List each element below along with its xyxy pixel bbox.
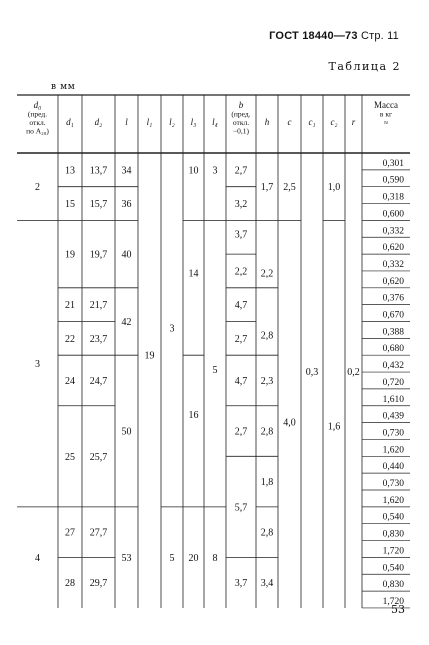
header-l2: l₂ (169, 117, 175, 127)
cell-h: 3,4 (260, 578, 274, 590)
cell-b: 4,7 (234, 300, 248, 312)
cell-d2: 29,7 (89, 578, 108, 590)
header-d0: откл. (29, 118, 46, 127)
header-d0: d₀ (33, 100, 42, 110)
cell-d2: 19,7 (89, 249, 108, 261)
cell-r: 0,2 (347, 367, 360, 379)
cell-d2: 25,7 (89, 451, 108, 463)
mass-value: 0,439 (382, 411, 404, 422)
header-d1: d₁ (66, 117, 74, 127)
cell-l3: 16 (188, 409, 199, 421)
cell-l: 50 (121, 426, 132, 438)
header-c: c (287, 117, 292, 127)
cell-d1: 28 (65, 578, 75, 590)
header-r: r (351, 117, 356, 127)
cell-d2: 24,7 (89, 375, 108, 387)
header-mass: ≈ (383, 118, 389, 127)
mass-value: 0,600 (382, 209, 404, 220)
header-l1: l₁ (146, 117, 153, 127)
cell-l: 40 (121, 249, 132, 261)
cell-c1: 0,3 (305, 367, 319, 379)
cell-l: 36 (121, 199, 132, 211)
page-number: 53 (391, 603, 405, 616)
mass-value: 1,610 (382, 394, 404, 405)
cell-b: 2,2 (234, 266, 248, 278)
mass-value: 0,332 (382, 259, 404, 270)
mass-value: 0,730 (382, 479, 404, 489)
header-b: −0,1) (232, 126, 250, 136)
cell-l2: 3 (169, 323, 175, 335)
mass-value: 0,730 (382, 428, 404, 439)
cell-l4: 8 (212, 552, 218, 564)
cell-h: 2,8 (260, 330, 274, 342)
cell-d1: 22 (65, 333, 75, 345)
table-title: Таблица 2 (328, 60, 401, 73)
cell-d2: 23,7 (89, 333, 108, 345)
mass-value: 0,720 (382, 377, 404, 388)
cell-l3: 14 (188, 268, 199, 280)
units-label: в мм (51, 82, 76, 92)
cell-h: 1,8 (260, 477, 274, 489)
cell-l: 34 (121, 165, 132, 177)
header-b: (пред. (231, 109, 251, 119)
mass-value: 1,620 (382, 445, 404, 456)
header-l3: l₃ (190, 117, 197, 127)
mass-value: 0,540 (382, 512, 404, 523)
cell-h: 2,2 (260, 268, 274, 280)
header-mass: Масса (373, 100, 399, 110)
page-ref: 11 (387, 30, 399, 42)
mass-value: 0,620 (382, 276, 404, 287)
header-c2: c₂ (330, 117, 338, 127)
mass-value: 0,432 (382, 361, 404, 372)
mass-value: 0,388 (382, 327, 404, 338)
cell-d1: 15 (65, 199, 75, 211)
mass-value: 0,590 (382, 175, 404, 186)
mass-value: 0,540 (382, 563, 404, 574)
cell-d2: 13,7 (89, 165, 108, 177)
cell-l3: 10 (188, 165, 199, 177)
cell-h: 2,3 (260, 375, 274, 387)
cell-l4: 5 (212, 364, 218, 376)
cell-b: 5,7 (234, 502, 248, 514)
standard-code: ГОСТ 18440—73 (269, 30, 358, 42)
mass-value: 0,376 (382, 293, 404, 304)
cell-l: 53 (121, 552, 132, 564)
cell-b: 4,7 (234, 375, 248, 387)
header-l4: l₄ (212, 117, 218, 127)
cell-d2: 27,7 (89, 527, 108, 539)
cell-l4: 3 (212, 165, 218, 177)
header-c1: c₁ (308, 117, 316, 127)
mass-value: 0,440 (382, 462, 404, 473)
cell-l2: 5 (169, 552, 175, 564)
cell-d1: 19 (65, 249, 75, 261)
cell-b: 3,7 (234, 229, 248, 241)
cell-c: 4,0 (283, 417, 296, 429)
mass-value: 1,720 (382, 546, 404, 557)
cell-d1: 13 (65, 165, 75, 177)
header-l: l (125, 117, 128, 127)
cell-d0: 3 (35, 359, 40, 371)
mass-value: 0,670 (382, 310, 404, 321)
cell-h: 1,7 (260, 182, 274, 194)
cell-b: 2,7 (234, 165, 248, 177)
cell-b: 3,7 (234, 578, 248, 590)
mass-value: 1,620 (382, 495, 404, 506)
cell-c2: 1,0 (327, 182, 341, 194)
cell-d2: 21,7 (89, 300, 108, 312)
header-d0: (пред. (27, 109, 48, 119)
mass-value: 1,720 (382, 596, 404, 607)
mass-value: 0,332 (382, 226, 404, 237)
cell-c: 2,5 (283, 182, 296, 194)
cell-d0: 2 (35, 182, 40, 194)
page-word: Стр. (360, 30, 384, 42)
mass-value: 0,830 (382, 529, 404, 540)
cell-b: 2,7 (234, 426, 248, 438)
mass-value: 0,301 (382, 158, 404, 169)
header-mass: в кг (379, 109, 393, 119)
mass-value: 0,680 (382, 344, 404, 355)
cell-c2: 1,6 (327, 421, 341, 433)
cell-l1: 19 (144, 350, 155, 362)
mass-value: 0,318 (382, 192, 404, 203)
cell-h: 2,8 (260, 527, 274, 539)
cell-l: 42 (121, 317, 132, 328)
header-b: b (238, 100, 244, 110)
cell-d0: 4 (35, 552, 40, 564)
header-h: h (264, 117, 270, 127)
header-d0: по A₂₈) (26, 126, 49, 136)
mass-value: 0,620 (382, 243, 404, 254)
cell-d1: 27 (65, 527, 75, 539)
header-d2: d₂ (94, 117, 103, 127)
cell-h: 2,8 (260, 426, 274, 438)
cell-d2: 15,7 (89, 199, 108, 211)
cell-d1: 24 (65, 375, 75, 387)
cell-d1: 25 (65, 451, 75, 463)
header-b: откл. (232, 118, 250, 127)
cell-b: 2,7 (234, 333, 248, 345)
cell-l3: 20 (188, 552, 199, 564)
mass-value: 0,830 (382, 580, 404, 591)
cell-d1: 21 (65, 300, 75, 312)
cell-b: 3,2 (234, 199, 248, 211)
